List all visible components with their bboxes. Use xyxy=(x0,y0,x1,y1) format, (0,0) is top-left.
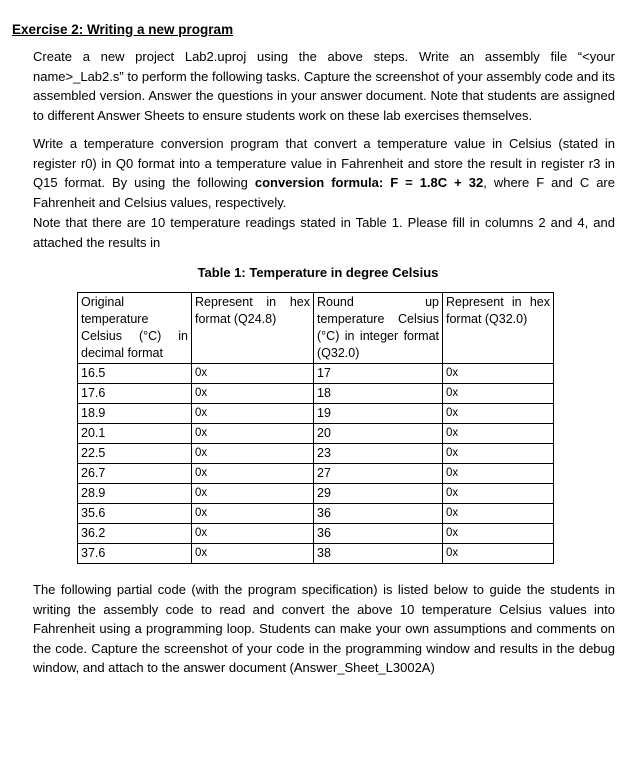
cell-rounded: 38 xyxy=(314,544,443,564)
cell-celsius: 36.2 xyxy=(78,524,192,544)
table-row xyxy=(78,444,554,464)
header-original-celsius: Original temperature Celsius (°C) in decimal format xyxy=(78,293,192,364)
cell-hex-q24[interactable]: 0x xyxy=(192,464,314,484)
cell-rounded: 18 xyxy=(314,384,443,404)
task-paragraph xyxy=(33,134,615,212)
cell-celsius: 22.5 xyxy=(78,444,192,464)
cell-hex-q32[interactable]: 0x xyxy=(443,384,554,404)
table-row xyxy=(78,524,554,544)
cell-rounded: 20 xyxy=(314,424,443,444)
instructions-paragraph: Create a new project Lab2.uproj using the above steps. Write an assembly file “<your name>_Lab2.s” to perform the following tasks. Capture the screenshot of your assembly code and its assembled version. Answer the questions in your answer document. Note that students are assigned to different Answer Sheets to ensure students work on these lab exercises themselves. xyxy=(33,49,615,123)
header-rounded-celsius: Round up temperature Celsius (°C) in integer format (Q32.0) xyxy=(314,293,443,364)
cell-rounded: 29 xyxy=(314,484,443,504)
table-row xyxy=(78,464,554,484)
cell-hex-q24[interactable]: 0x xyxy=(192,544,314,564)
table-row xyxy=(78,484,554,504)
cell-hex-q24[interactable]: 0x xyxy=(192,484,314,504)
note-paragraph: Note that there are 10 temperature readings stated in Table 1. Please fill in columns 2 and 4, and attached the results in xyxy=(33,215,615,250)
cell-hex-q32[interactable]: 0x xyxy=(443,424,554,444)
cell-celsius: 26.7 xyxy=(78,464,192,484)
conversion-formula: conversion formula: F = 1.8C + 32 xyxy=(254,175,484,190)
cell-hex-q24[interactable]: 0x xyxy=(192,444,314,464)
cell-rounded: 36 xyxy=(314,504,443,524)
cell-hex-q24[interactable]: 0x xyxy=(192,364,314,384)
cell-hex-q32[interactable]: 0x xyxy=(443,504,554,524)
cell-celsius: 17.6 xyxy=(78,384,192,404)
cell-celsius: 37.6 xyxy=(78,544,192,564)
task-text-before: Write a temperature conversion program that convert a temperature value in Celsius (stated in register r0) in Q0 format into a temperature value in Fahrenheit and store the result in register r3 in Q15 format. By using the following xyxy=(33,136,615,190)
temperature-table xyxy=(77,292,554,564)
cell-rounded: 17 xyxy=(314,364,443,384)
cell-hex-q32[interactable]: 0x xyxy=(443,464,554,484)
cell-hex-q32[interactable]: 0x xyxy=(443,484,554,504)
cell-rounded: 23 xyxy=(314,444,443,464)
table-row xyxy=(78,504,554,524)
cell-hex-q32[interactable]: 0x xyxy=(443,524,554,544)
table-caption: Table 1: Temperature in degree Celsius xyxy=(197,265,439,280)
cell-hex-q24[interactable]: 0x xyxy=(192,504,314,524)
cell-rounded: 27 xyxy=(314,464,443,484)
task-text-after: , where F and C are Fahrenheit and Celsius values, respectively. xyxy=(33,175,615,210)
cell-hex-q24[interactable]: 0x xyxy=(192,524,314,544)
cell-hex-q32[interactable]: 0x xyxy=(443,404,554,424)
cell-rounded: 36 xyxy=(314,524,443,544)
cell-celsius: 16.5 xyxy=(78,364,192,384)
cell-celsius: 18.9 xyxy=(78,404,192,424)
cell-hex-q32[interactable]: 0x xyxy=(443,444,554,464)
cell-celsius: 28.9 xyxy=(78,484,192,504)
exercise-heading: Exercise 2: Writing a new program xyxy=(12,22,234,37)
cell-celsius: 20.1 xyxy=(78,424,192,444)
cell-celsius: 35.6 xyxy=(78,504,192,524)
header-hex-q32-0: Represent in hex format (Q32.0) xyxy=(443,293,554,364)
code-guide-paragraph: The following partial code (with the program specification) is listed below to guide the students in writing the assembly code to read and convert the above 10 temperature Celsius values into Fahrenheit using a programming loop. Students can make your own assumptions and comments on the code. Capture the screenshot of your code in the programming window and results in the debug window, and attach to the answer document (Answer_Sheet_L3002A) xyxy=(33,582,615,675)
header-hex-q24-8: Represent in hex format (Q24.8) xyxy=(192,293,314,364)
cell-hex-q24[interactable]: 0x xyxy=(192,404,314,424)
cell-rounded: 19 xyxy=(314,404,443,424)
cell-hex-q32[interactable]: 0x xyxy=(443,544,554,564)
table-row xyxy=(78,364,554,384)
cell-hex-q32[interactable]: 0x xyxy=(443,364,554,384)
table-row xyxy=(78,384,554,404)
cell-hex-q24[interactable]: 0x xyxy=(192,424,314,444)
table-row xyxy=(78,404,554,424)
table-row xyxy=(78,544,554,564)
table-row xyxy=(78,424,554,444)
table-header-row xyxy=(78,293,554,364)
cell-hex-q24[interactable]: 0x xyxy=(192,384,314,404)
